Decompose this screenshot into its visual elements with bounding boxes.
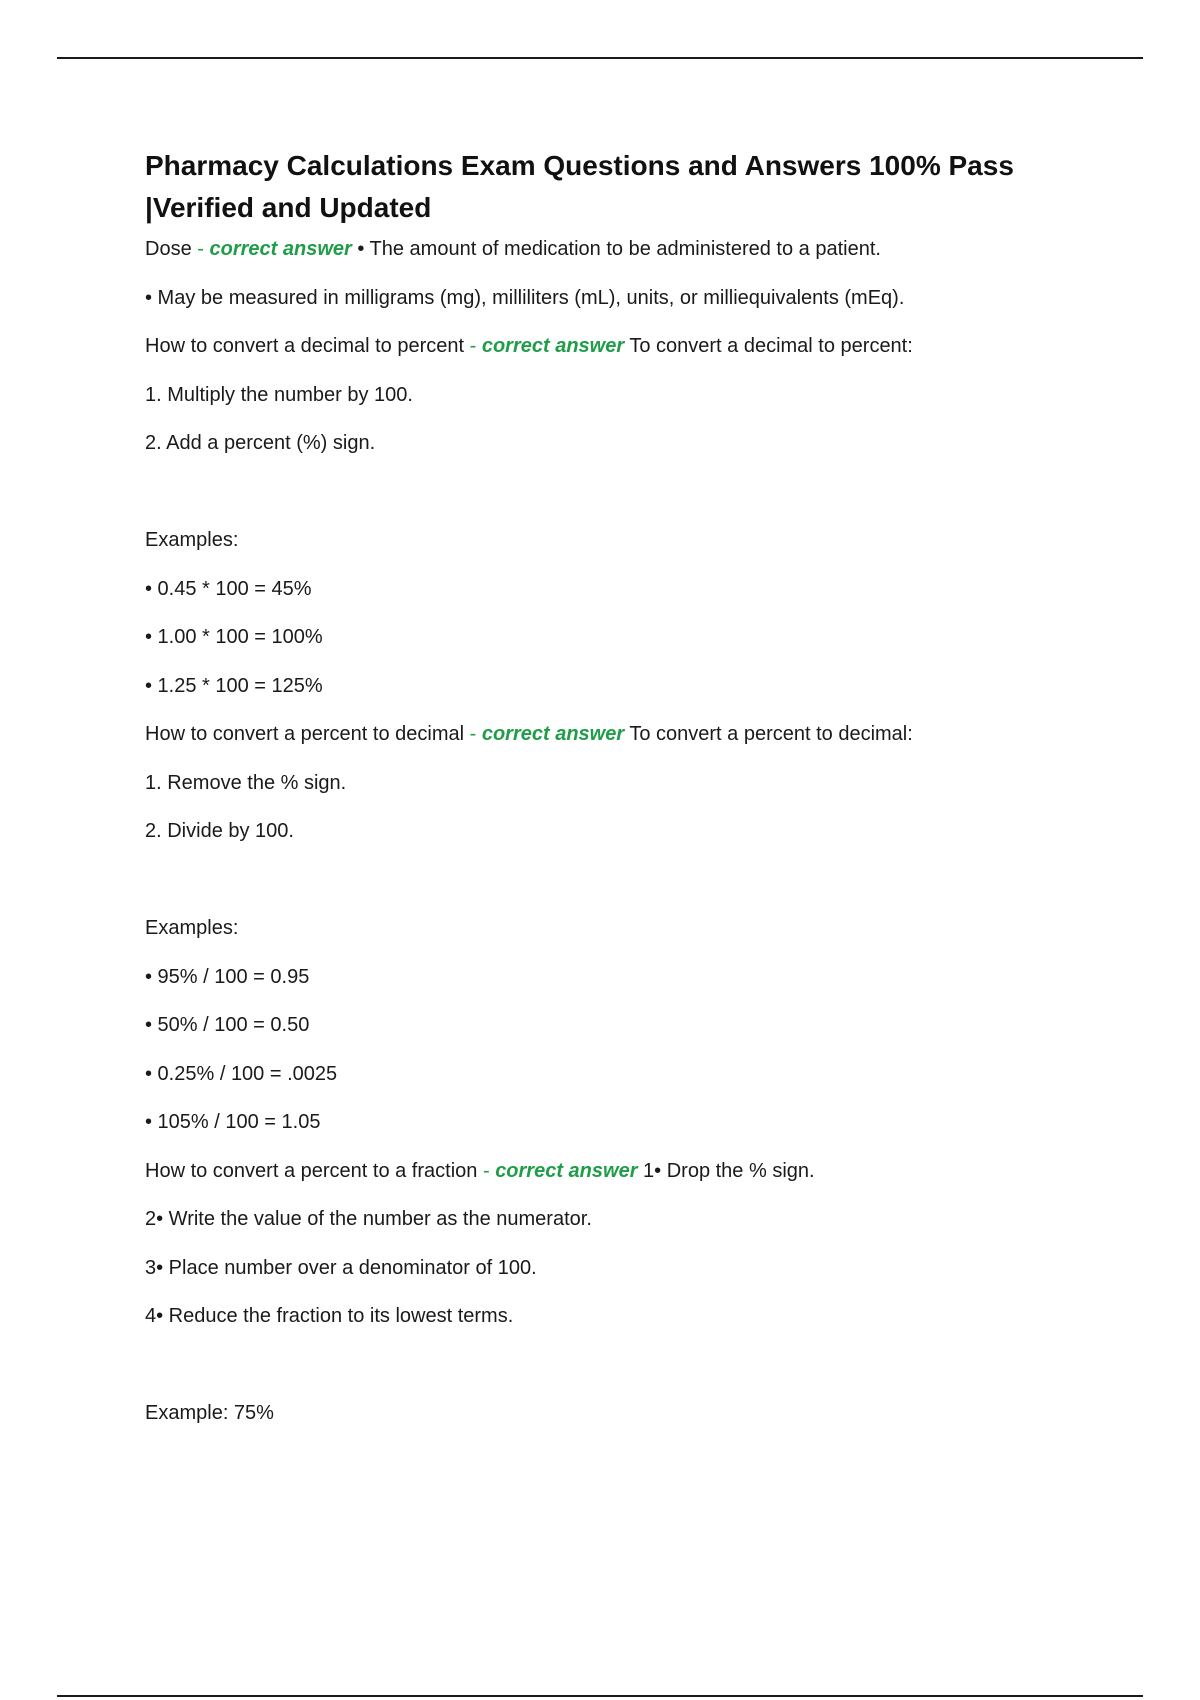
example-item: • 1.00 * 100 = 100% xyxy=(145,626,323,648)
step-item: 1. Multiply the number by 100. xyxy=(145,383,413,406)
answer-label: correct answer xyxy=(209,238,352,260)
qa-dose xyxy=(145,237,1045,261)
step-item: 2• Write the value of the number as the numerator. xyxy=(145,1208,592,1230)
example-item: • 95% / 100 = 0.95 xyxy=(145,965,310,988)
question-text: How to convert a percent to decimal xyxy=(145,723,465,745)
answer-text: To convert a percent to decimal: xyxy=(624,723,913,745)
spacer xyxy=(145,1353,1045,1402)
example-line: Example: 75% xyxy=(145,1402,274,1424)
example-item: • 1.25 * 100 = 125% xyxy=(145,674,323,697)
step-item: 4• Reduce the fraction to its lowest terms. xyxy=(145,1305,514,1327)
document-body xyxy=(145,145,1045,1450)
question-text: How to convert a percent to a fraction xyxy=(145,1159,478,1182)
footer-rule xyxy=(57,1695,1143,1697)
answer-label: correct answer xyxy=(481,335,625,357)
header-rule xyxy=(57,57,1143,59)
question-text: Dose xyxy=(145,238,192,260)
answer-separator: - xyxy=(464,335,482,357)
examples-label: Examples: xyxy=(145,529,239,551)
step-item: 1. Remove the % sign. xyxy=(145,771,347,794)
answer-text: • The amount of medication to be administered to a patient. xyxy=(351,238,881,260)
list-item: • May be measured in milligrams (mg), milliliters (mL), units, or milliequivalents (mEq). xyxy=(145,286,905,309)
answer-label: correct answer xyxy=(481,723,625,745)
example-item: • 50% / 100 = 0.50 xyxy=(145,1014,310,1036)
step-item: 2. Add a percent (%) sign. xyxy=(145,432,376,454)
spacer xyxy=(145,868,1045,917)
question-text: How to convert a decimal to percent xyxy=(145,335,465,357)
qa-decimal-to-percent xyxy=(145,334,1045,358)
step-item: 2. Divide by 100. xyxy=(145,820,294,842)
example-item: • 0.25% / 100 = .0025 xyxy=(145,1062,338,1085)
document-title: Pharmacy Calculations Exam Questions and Answers 100% Pass |Verified and Updated xyxy=(145,150,1014,223)
answer-text: 1• Drop the % sign. xyxy=(637,1159,815,1182)
example-item: • 0.45 * 100 = 45% xyxy=(145,577,312,600)
examples-label: Examples: xyxy=(145,917,239,939)
answer-text: To convert a decimal to percent: xyxy=(624,335,913,357)
qa-percent-to-fraction xyxy=(145,1159,1045,1183)
spacer xyxy=(145,480,1045,529)
step-item: 3• Place number over a denominator of 100. xyxy=(145,1256,537,1279)
qa-percent-to-decimal xyxy=(145,722,1045,746)
example-item: • 105% / 100 = 1.05 xyxy=(145,1111,321,1133)
answer-label: correct answer xyxy=(495,1159,638,1182)
answer-separator: - xyxy=(191,238,210,260)
answer-separator: - xyxy=(464,723,482,745)
answer-separator: - xyxy=(477,1159,496,1182)
